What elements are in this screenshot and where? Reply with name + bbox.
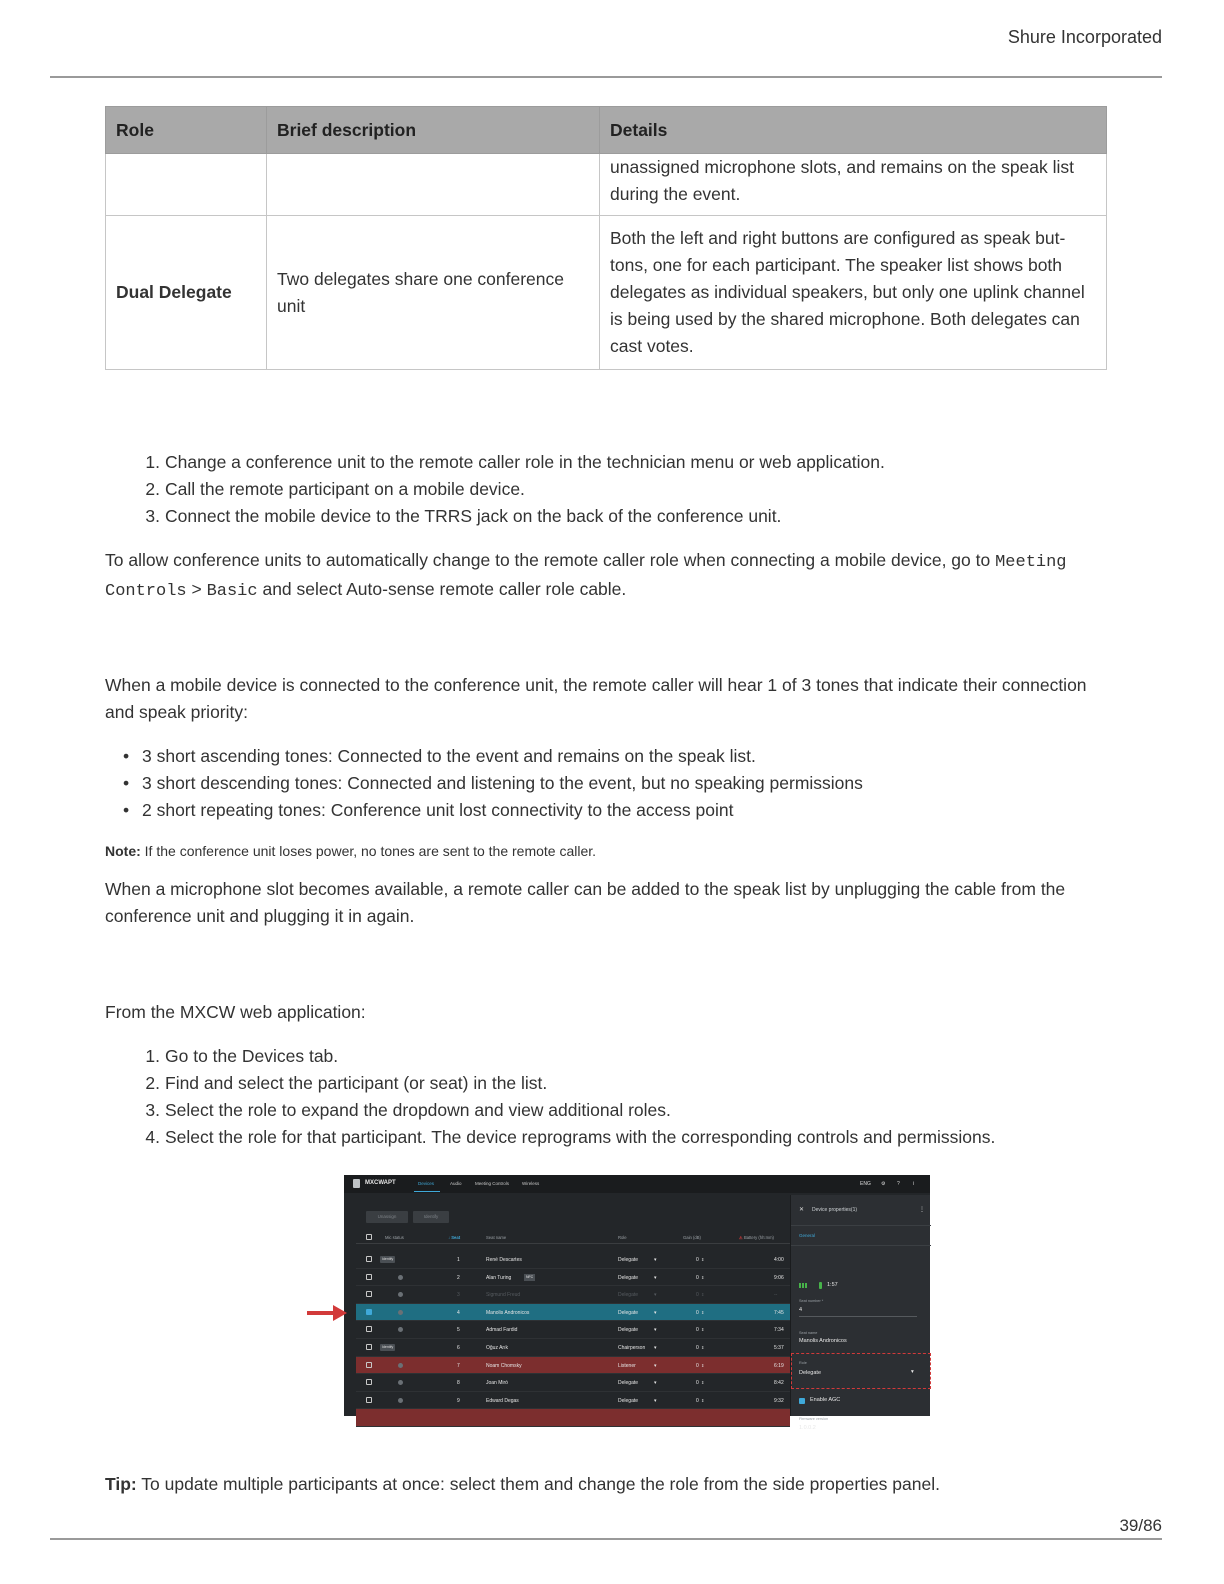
mic-icon xyxy=(398,1310,403,1315)
role-select[interactable]: Delegate xyxy=(618,1380,639,1387)
battery-value: 7:34 xyxy=(774,1327,784,1334)
info-icon[interactable]: i xyxy=(913,1181,915,1187)
chevron-down-icon[interactable]: ▾ xyxy=(654,1397,657,1404)
row-checkbox[interactable] xyxy=(366,1256,372,1262)
column-seat-name[interactable]: Seat name xyxy=(486,1235,507,1240)
seat-number: 4 xyxy=(457,1309,460,1316)
identify-tag[interactable]: Identify xyxy=(382,1257,394,1261)
stepper-icon[interactable]: ⇕ xyxy=(701,1309,705,1315)
role-select[interactable]: Delegate xyxy=(618,1274,639,1281)
chevron-down-icon[interactable]: ▾ xyxy=(654,1274,657,1281)
role-select[interactable]: Delegate xyxy=(618,1327,639,1334)
mic-icon xyxy=(398,1398,403,1403)
gain-value[interactable]: 0 xyxy=(696,1327,699,1334)
battery-value: -- xyxy=(774,1292,778,1299)
list-item: • 3 short ascending tones: Connected to the event and remains on the speak list. xyxy=(105,743,1110,770)
role-select[interactable]: Delegate xyxy=(618,1292,639,1299)
battery-value: 5:37 xyxy=(774,1345,784,1351)
web-intro: From the MXCW web application: xyxy=(105,1002,366,1022)
list-item: 3. Select the role to expand the dropdown and view additional roles. xyxy=(145,1100,671,1120)
list-item: • 2 short repeating tones: Conference unit lost connectivity to the access point xyxy=(105,797,1110,824)
description-cell: Two delegates share one conference unit xyxy=(267,216,600,370)
stepper-icon[interactable]: ⇕ xyxy=(701,1327,705,1333)
close-icon[interactable]: ✕ xyxy=(799,1207,805,1213)
table-header-row xyxy=(106,107,1107,154)
auto-sense-paragraph: To allow conference units to automatically change to the remote caller role when connecting a mobile device, go to Meeting Controls > Basic and select Auto-sense remote caller role cable. xyxy=(105,550,1067,601)
role-dropdown[interactable]: Delegate xyxy=(799,1370,822,1376)
row-checkbox[interactable] xyxy=(366,1362,372,1368)
panel-title: Device properties(1) xyxy=(812,1207,858,1213)
identify-button[interactable]: Identify xyxy=(413,1211,449,1223)
row-checkbox[interactable] xyxy=(366,1291,372,1297)
seat-name: Oğuz Arık xyxy=(486,1345,508,1351)
chevron-down-icon[interactable]: ▾ xyxy=(654,1362,657,1369)
table-row[interactable] xyxy=(356,1357,790,1375)
language-selector[interactable]: ENG xyxy=(860,1181,871,1187)
list-item: 2. Call the remote participant on a mobile device. xyxy=(145,479,525,499)
chevron-down-icon[interactable]: ▾ xyxy=(654,1380,657,1387)
role-cell: Dual Delegate xyxy=(106,216,267,370)
seat-number: 3 xyxy=(457,1292,460,1299)
tab-wireless[interactable]: Wireless xyxy=(522,1181,540,1186)
column-mic-status[interactable]: Mic status xyxy=(385,1235,404,1240)
role-label: Role xyxy=(799,1361,807,1365)
table-row[interactable] xyxy=(356,1392,790,1410)
seat-name: Edward Degas xyxy=(486,1397,519,1404)
enable-agc-label: Enable AGC xyxy=(810,1397,841,1403)
column-header-role: Role xyxy=(106,107,267,154)
table-row[interactable] xyxy=(356,1409,790,1427)
menu-path-meeting-controls: Meeting Controls xyxy=(105,553,1067,601)
seat-name: Admad Fardid xyxy=(486,1327,518,1334)
tones-list xyxy=(105,743,1110,824)
seat-number: 6 xyxy=(457,1345,460,1351)
battery-value: 8:42 xyxy=(774,1380,784,1387)
description-cell xyxy=(267,154,600,216)
table-row[interactable] xyxy=(356,1251,790,1269)
select-all-checkbox[interactable] xyxy=(366,1234,372,1240)
seat-name: Sigmund Freud xyxy=(486,1292,521,1299)
seat-name: René Descartes xyxy=(486,1257,522,1263)
remote-caller-steps xyxy=(105,449,1110,530)
help-icon[interactable]: ? xyxy=(897,1181,900,1187)
seat-name-field[interactable]: Manolis Andronicos xyxy=(799,1338,847,1344)
tones-intro: When a mobile device is connected to the conference unit, the remote caller will hear 1 of 3 tones that indicate their connection and speak priority: xyxy=(105,675,1087,722)
active-tab-indicator xyxy=(414,1191,440,1192)
chevron-down-icon[interactable]: ▾ xyxy=(654,1292,657,1299)
more-options-icon[interactable]: ⋮ xyxy=(919,1207,925,1213)
list-item: • 3 short descending tones: Connected and listening to the event, but no speaking permissions xyxy=(105,770,1110,797)
column-header-description: Brief description xyxy=(267,107,600,154)
mic-icon xyxy=(398,1380,403,1385)
column-seat[interactable]: ↓ Seat xyxy=(448,1235,461,1240)
menu-path-basic: Basic xyxy=(206,582,258,601)
tab-devices[interactable]: Devices xyxy=(418,1181,435,1186)
identify-tag[interactable]: Identify xyxy=(382,1345,394,1349)
seat-number-field[interactable]: 4 xyxy=(799,1307,803,1313)
footer-rule xyxy=(50,1538,1162,1540)
stepper-icon[interactable]: ⇕ xyxy=(701,1345,705,1350)
signal-strength-icon xyxy=(799,1283,807,1288)
battery-value: 4:00 xyxy=(774,1257,784,1263)
role-select[interactable]: Delegate xyxy=(618,1397,639,1404)
stepper-icon[interactable]: ⇕ xyxy=(701,1362,705,1368)
mic-icon xyxy=(398,1292,403,1297)
nfc-badge: NFC xyxy=(526,1274,534,1279)
row-checkbox[interactable] xyxy=(366,1379,372,1385)
company-name: Shure Incorporated xyxy=(1007,27,1162,47)
seat-name: Manolis Andronicos xyxy=(486,1309,530,1316)
battery-value: 7:45 xyxy=(774,1309,784,1316)
seat-number: 9 xyxy=(457,1397,460,1404)
table-row[interactable] xyxy=(356,1374,790,1392)
battery-icon xyxy=(819,1282,822,1289)
list-item: 1. Change a conference unit to the remote caller role in the technician menu or web application. xyxy=(145,452,885,472)
device-table-header xyxy=(356,1230,790,1244)
table-row xyxy=(106,154,1107,216)
chevron-down-icon[interactable]: ▾ xyxy=(654,1309,657,1316)
gain-value[interactable]: 0 xyxy=(696,1362,699,1369)
gain-value[interactable]: 0 xyxy=(696,1274,699,1281)
mic-icon xyxy=(398,1275,403,1280)
stepper-icon[interactable]: ⇕ xyxy=(701,1292,705,1298)
seat-number: 2 xyxy=(457,1274,460,1281)
web-steps xyxy=(105,1043,1110,1151)
slot-paragraph: When a microphone slot becomes available, a remote caller can be added to the speak list by unplugging the cable from the conference unit and plugging it in again. xyxy=(105,879,1066,926)
list-item: 3. Connect the mobile device to the TRRS jack on the back of the conference unit. xyxy=(145,506,782,526)
row-checkbox[interactable] xyxy=(366,1344,372,1350)
row-checkbox[interactable] xyxy=(366,1309,372,1315)
tab-meeting-controls[interactable]: Meeting Controls xyxy=(475,1181,510,1186)
seat-number: 7 xyxy=(457,1362,460,1369)
table-row[interactable] xyxy=(356,1286,790,1304)
tab-audio[interactable]: Audio xyxy=(450,1181,462,1186)
page-number: 39/86 xyxy=(1119,1516,1162,1535)
seat-number: 5 xyxy=(457,1327,460,1334)
mic-icon xyxy=(398,1363,403,1368)
note: Note: If the conference unit loses power, no tones are sent to the remote caller. xyxy=(105,843,597,859)
role-select[interactable]: Delegate xyxy=(618,1309,639,1316)
list-item: 2. Find and select the participant (or seat) in the list. xyxy=(145,1073,548,1093)
roles-table xyxy=(105,106,1107,370)
unassign-button[interactable]: Unassign xyxy=(366,1211,408,1223)
row-checkbox[interactable] xyxy=(366,1274,372,1280)
battery-value: 6:19 xyxy=(774,1362,784,1369)
mic-icon xyxy=(398,1327,403,1332)
warning-icon: ⚠ xyxy=(739,1235,743,1240)
chevron-down-icon[interactable]: ▾ xyxy=(654,1257,657,1263)
app-topbar xyxy=(344,1175,930,1193)
header-rule xyxy=(50,76,1162,78)
role-select[interactable]: Delegate xyxy=(618,1257,639,1263)
stepper-icon[interactable]: ⇕ xyxy=(701,1274,705,1280)
app-name: MXCWAPT xyxy=(365,1180,396,1186)
gear-icon[interactable]: ⚙ xyxy=(881,1181,886,1187)
seat-number: 1 xyxy=(457,1257,460,1263)
gain-value[interactable]: 0 xyxy=(696,1292,699,1299)
battery-value: 9:32 xyxy=(774,1397,784,1404)
seat-name-label: Seat name xyxy=(799,1331,818,1335)
mxcw-screenshot xyxy=(344,1175,930,1431)
firmware-label: Firmware version xyxy=(799,1417,829,1421)
seat-name: Alan Turing xyxy=(486,1274,512,1281)
battery-value: 9:06 xyxy=(774,1274,784,1281)
stepper-icon[interactable]: ⇕ xyxy=(701,1257,705,1262)
general-section-header[interactable]: General xyxy=(799,1233,816,1238)
chevron-down-icon[interactable]: ▾ xyxy=(654,1327,657,1334)
seat-number: 8 xyxy=(457,1380,460,1387)
column-gain[interactable]: Gain (dB) xyxy=(683,1235,701,1240)
tip-paragraph: Tip: To update multiple participants at once: select them and change the role from the side properties panel. xyxy=(105,1474,940,1494)
seat-number-label: Seat number * xyxy=(799,1299,824,1303)
battery-time: 1:57 xyxy=(827,1282,838,1288)
stepper-icon[interactable]: ⇕ xyxy=(701,1380,705,1386)
chevron-down-icon[interactable]: ▾ xyxy=(654,1345,657,1351)
device-properties-panel xyxy=(790,1195,930,1431)
gain-value[interactable]: 0 xyxy=(696,1397,699,1404)
gain-value[interactable]: 0 xyxy=(696,1309,699,1316)
role-cell xyxy=(106,154,267,216)
seat-name: Joan Miró xyxy=(486,1380,508,1387)
stepper-icon[interactable]: ⇕ xyxy=(701,1397,705,1403)
role-select[interactable]: Listener xyxy=(618,1362,636,1369)
gain-value[interactable]: 0 xyxy=(696,1257,699,1263)
gain-value[interactable]: 0 xyxy=(696,1380,699,1387)
enable-agc-checkbox[interactable] xyxy=(799,1398,805,1404)
pointer-arrow-icon xyxy=(307,1305,347,1321)
table-row[interactable] xyxy=(356,1304,790,1322)
list-item: 4. Select the role for that participant. The device reprograms with the corresponding controls and permissions. xyxy=(145,1127,996,1147)
column-header-details: Details xyxy=(600,107,1107,154)
role-select[interactable]: Chairperson xyxy=(618,1345,646,1351)
column-role[interactable]: Role xyxy=(618,1235,627,1240)
table-row[interactable] xyxy=(356,1321,790,1339)
shure-logo-icon xyxy=(353,1179,360,1188)
seat-name: Noam Chomsky xyxy=(486,1362,522,1369)
list-item: 1. Go to the Devices tab. xyxy=(145,1046,339,1066)
row-checkbox[interactable] xyxy=(366,1326,372,1332)
details-cell: unassigned microphone slots, and remains on the speak list during the event. xyxy=(600,154,1107,216)
gain-value[interactable]: 0 xyxy=(696,1345,699,1351)
row-checkbox[interactable] xyxy=(366,1397,372,1403)
table-row[interactable] xyxy=(356,1269,790,1287)
firmware-version: 1.0.0.2 xyxy=(799,1425,816,1431)
table-row xyxy=(106,216,1107,370)
details-cell: Both the left and right buttons are configured as speak but-tons, one for each participant. The speaker list shows both delegates as individual speakers, but only one uplink channel is being used by the shared microphone. Both delegates can cast votes. xyxy=(600,216,1107,370)
table-row[interactable] xyxy=(356,1339,790,1357)
column-battery[interactable]: ⚠ Battery (hh:mm) xyxy=(739,1235,774,1240)
chevron-down-icon[interactable]: ▾ xyxy=(911,1369,914,1375)
